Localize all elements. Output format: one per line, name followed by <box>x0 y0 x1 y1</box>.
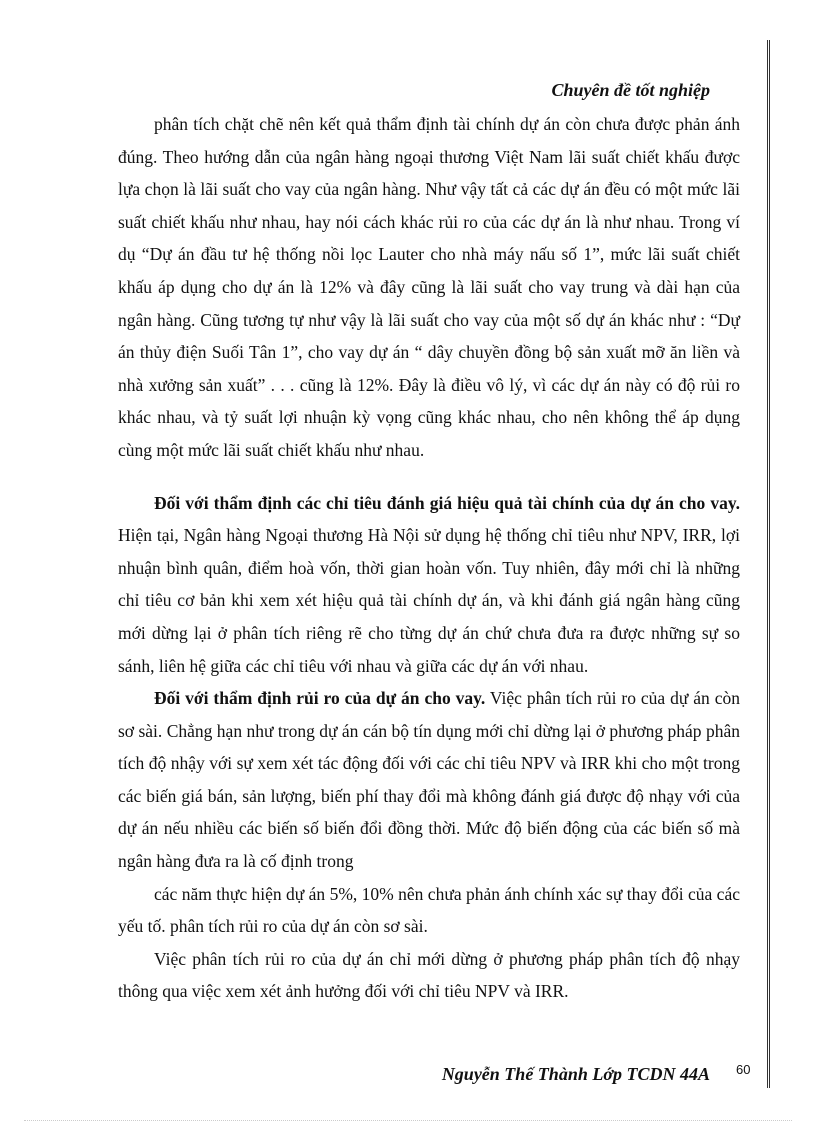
paragraph-risk-appraisal <box>118 682 740 878</box>
bottom-rule <box>24 1120 792 1121</box>
paragraph-heading: Đối với thẩm định các chỉ tiêu đánh giá hiệu quả tài chính của dự án cho vay. <box>154 492 740 513</box>
document-body <box>118 108 740 1008</box>
paragraph-discount-rate <box>118 108 740 467</box>
paragraph-financial-indicators <box>118 487 740 683</box>
paragraph-heading: Đối với thẩm định rủi ro của dự án cho vay. <box>154 688 486 709</box>
paragraph-risk-continued <box>118 878 740 943</box>
page-header-title: Chuyên đề tốt nghiệp <box>551 80 710 100</box>
paragraph-text: các năm thực hiện dự án 5%, 10% nên chưa phản ánh chính xác sự thay đổi của các yếu tố. phân tích rủi ro của dự án còn sơ sài. <box>118 883 740 937</box>
paragraph-text: Việc phân tích rủi ro của dự án chỉ mới dừng ở phương pháp phân tích độ nhạy thông qua việc xem xét ảnh hưởng đối với chỉ tiêu NPV và IRR. <box>118 948 740 1002</box>
page-footer-author: Nguyễn Thế Thành Lớp TCDN 44A <box>441 1064 710 1084</box>
paragraph-text: phân tích chặt chẽ nên kết quả thẩm định tài chính dự án còn chưa được phản ánh đúng. Theo hướng dẫn của ngân hàng ngoại thương Việt Nam lãi suất chiết khấu được lựa chọn là lãi suất cho vay của ngân hàng. Như vậy tất cả các dự án đều có một mức lãi suất chiết khấu như nhau, hay nói cách khác rủi ro của các dự án là như nhau. Trong ví dụ “Dự án đầu tư hệ thống nồi lọc Lauter cho nhà máy nấu số 1”, mức lãi suất chiết khấu áp dụng cho dự án là 12% và đây cũng là lãi suất cho vay trung và dài hạn của ngân hàng. Cũng tương tự như vậy là lãi suất cho vay của một số dự án khác như : “Dự án thủy điện Suối Tân 1”, cho vay dự án “ dây chuyền đồng bộ sản xuất mỡ ăn liền và nhà xưởng sản xuất” . . . cũng là 12%. Đây là điều vô lý, vì các dự án này có độ rủi ro khác nhau, và tỷ suất lợi nhuận kỳ vọng cũng khác nhau, cho nên không thể áp dụng cùng một mức lãi suất chiết khấu như nhau. <box>118 114 740 460</box>
paragraph-text: Hiện tại, Ngân hàng Ngoại thương Hà Nội sử dụng hệ thống chỉ tiêu như NPV, IRR, lợi nhuận bình quân, điểm hoà vốn, thời gian hoàn vốn. Tuy nhiên, đây mới chỉ là những chỉ tiêu cơ bản khi xem xét hiệu quả tài chính dự án, và khi đánh giá ngân hàng cũng mới dừng lại ở phân tích riêng rẽ cho từng dự án chứ chưa đưa ra được những sự so sánh, liên hệ giữa các chỉ tiêu với nhau và giữa các dự án với nhau. <box>118 525 740 676</box>
paragraph-text: Việc phân tích rủi ro của dự án còn sơ sài. Chẳng hạn như trong dự án cán bộ tín dụng mới chỉ dừng lại ở phương pháp phân tích độ nhậy với sự xem xét tác động đối với các chỉ tiêu NPV và IRR khi cho một trong các biến giá bán, sản lượng, biến phí thay đổi mà không đánh giá được độ nhạy với của dự án nếu nhiều các biến số biến đổi đồng thời. Mức độ biến động của các biến số mà ngân hàng đưa ra là cố định trong <box>118 688 740 872</box>
page-number: 60 <box>736 1062 751 1077</box>
paragraph-sensitivity <box>118 943 740 1008</box>
